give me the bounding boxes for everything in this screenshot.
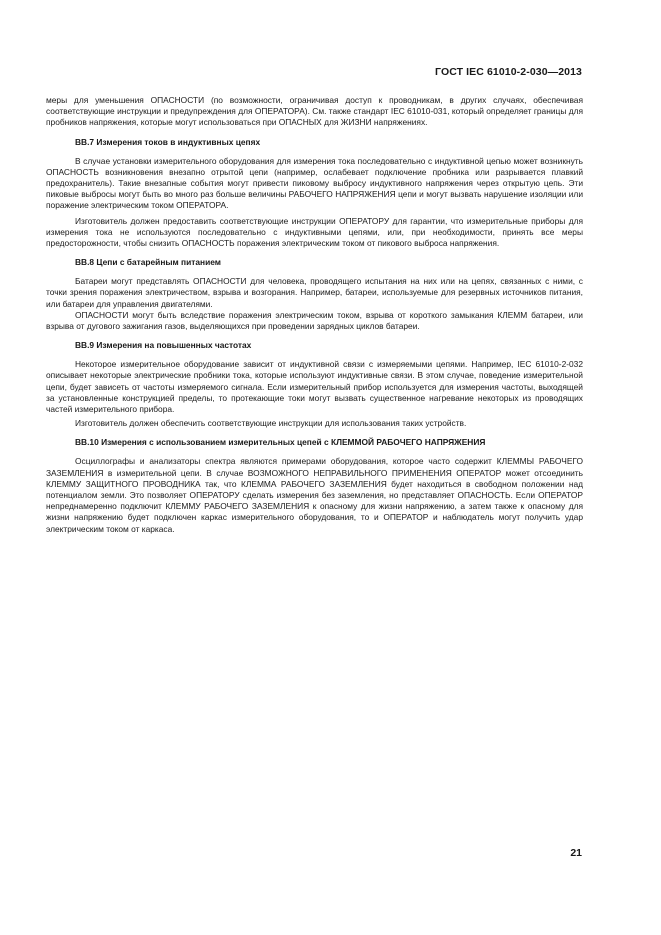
section-heading-bb8: BB.8 Цепи с батарейным питанием xyxy=(75,257,221,268)
page-number: 21 xyxy=(570,847,582,859)
intro-paragraph: меры для уменьшения ОПАСНОСТИ (по возможности, ограничивая доступ к проводникам, в других случаях, обеспечивая соответствующие инструкции и предупреждения для ОПЕРАТОРА). См. также стандарт IEC 61010-031, который определяет границы для пробников напряжения, которые могут использоваться при ОПАСНЫХ для ЖИЗНИ напряжениях. xyxy=(46,95,583,128)
section-heading-bb10: BB.10 Измерения с использованием измерительных цепей с КЛЕММОЙ РАБОЧЕГО НАПРЯЖЕНИЯ xyxy=(75,437,486,448)
section-heading-bb9: BB.9 Измерения на повышенных частотах xyxy=(75,340,252,351)
bb10-paragraph-1: Осциллографы и анализаторы спектра являются примерами оборудования, которое часто содержит КЛЕММЫ РАБОЧЕГО ЗАЗЕМЛЕНИЯ в измерительной цепи. В случае ВОЗМОЖНОГО НЕПРАВИЛЬНОГО ПРИМЕНЕНИЯ ОПЕРАТОР может отсоединить КЛЕММУ ЗАЩИТНОГО ПРОВОДНИКА так, что КЛЕММА РАБОЧЕГО ЗАЗЕМЛЕНИЯ будет находиться в свободном положении над потенциалом земли. Это позволяет ОПЕРАТОРУ сделать измерения без заземления, но представляет ОПАСНОСТЬ. Если ОПЕРАТОР непреднамеренно подключит КЛЕММУ РАБОЧЕГО ЗАЗЕМЛЕНИЯ к опасному для жизни напряжению, а затем также к опасному для жизни напряжению будет подключен каркас измерительного оборудования, то и ОПЕРАТОР и наблюдатель могут получить удар электрическим током от каркаса. xyxy=(46,456,583,534)
document-body xyxy=(46,95,583,535)
bb7-paragraph-1: В случае установки измерительного оборудования для измерения тока последовательно с индуктивной цепью может возникнуть ОПАСНОСТЬ возникновения внезапно отрытой цепи (например, ослабевает подключение пробника или разрывается плавкий предохранитель). Такие внезапные события могут привести пиковому выбросу индуктивного напряжения через открытую цепь. Эти пиковые выбросы могут быть во много раз больше величины РАБОЧЕГО НАПРЯЖЕНИЯ цепи и могут вызвать нарушение изоляции или поражение электрическим током ОПЕРАТОРА. xyxy=(46,155,583,211)
bb9-paragraph-2: Изготовитель должен обеспечить соответствующие инструкции для использования таких устройств. xyxy=(75,418,467,429)
bb8-paragraph-2: ОПАСНОСТИ могут быть вследствие поражения электрическим током, взрыва от короткого замыкания КЛЕММ батареи, или взрыва от дугового зажигания газов, выделяющихся при проведении зарядных циклов батареи. xyxy=(46,309,583,332)
document-header: ГОСТ IEC 61010-2-030—2013 xyxy=(435,66,582,78)
bb9-paragraph-1: Некоторое измерительное оборудование зависит от индуктивной связи с измеряемыми цепями. Например, IEC 61010-2-032 описывает некоторые электрические пробники тока, которые используют индуктивные связи. В этом случае, поведение измерительной цепи, будет зависеть от частоты измеряемого сигнала. Если измерительный прибор используется для измерения частоты, выходящей за установленные конструкцией пределы, то протекающие токи могут вызвать существенное нагревание некоторых из проводящих частей измерительного прибора. xyxy=(46,359,583,415)
bb7-paragraph-2: Изготовитель должен предоставить соответствующие инструкции ОПЕРАТОРУ для гарантии, что измерительные приборы для измерения тока не используются последовательно с индуктивными цепями, или, при необходимости, принять все меры предосторожности, чтобы снизить ОПАСНОСТЬ поражения электрическим током от пикового выброса напряжения. xyxy=(46,215,583,249)
bb8-paragraph-1: Батареи могут представлять ОПАСНОСТИ для человека, проводящего испытания на них или на цепях, связанных с ними, с точки зрения поражения электричеством, взрыва и возгорания. Например, батареи, используемые для резервных источников питания, или батареи для управления двигателями. xyxy=(46,276,583,309)
section-heading-bb7: BB.7 Измерения токов в индуктивных цепях xyxy=(75,136,261,147)
